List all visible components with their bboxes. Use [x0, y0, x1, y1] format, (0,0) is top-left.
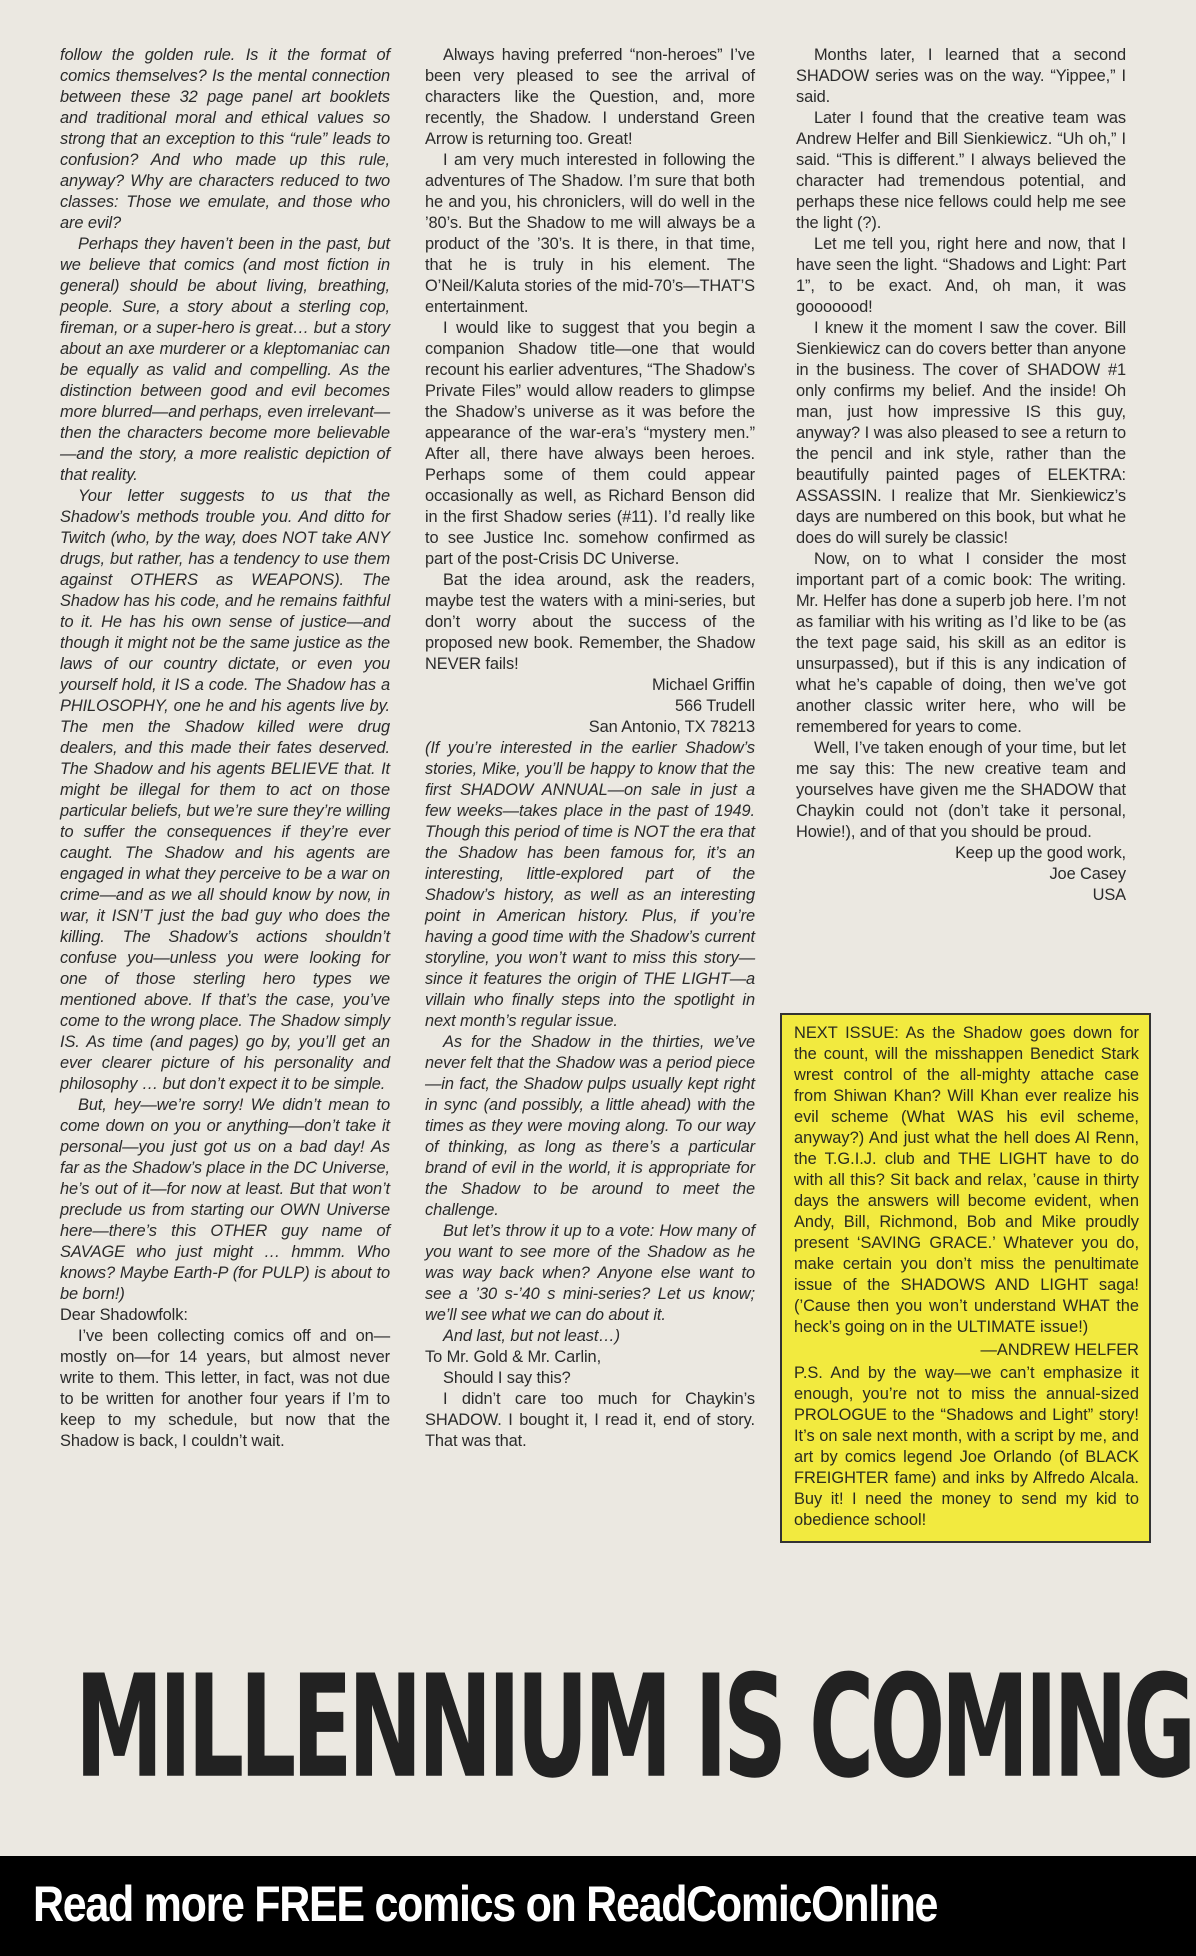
column-1 [60, 45, 390, 1452]
letter-paragraph: Always having preferred “non-heroes” I’ve been very pleased to see the arrival of characters like the Question, and, more recently, the Shadow. I understand Green Arrow is returning too. Great! [425, 46, 755, 148]
letter-salutation: Dear Shadowfolk: [60, 1306, 188, 1324]
letter-signature-address: 566 Trudell [675, 697, 755, 715]
next-issue-box [780, 1013, 1151, 1543]
editor-reply-paragraph: Your letter suggests to us that the Shadow’s methods trouble you. And ditto for Twitch (who, by the way, does NOT take ANY drugs, but rather, has a tendency to use them against OTHERS as WEAPONS). The Shadow has his code, and he remains faithful to it. He has his own sense of justice—and though it might not be the same justice as the laws of our country dictate, or even you yourself hold, it IS a code. The Shadow has a PHILOSOPHY, one he and his agents live by. The men the Shadow killed were drug dealers, and this made their fates deserved. The Shadow and his agents BELIEVE that. It might be illegal for them to act on those particular beliefs, but we’re sure they’re willing to suffer the consequences if they’re ever caught. The Shadow and his agents are engaged in what they perceive to be a war on crime—and as we all should know by now, in war, it ISN’T just the bad guy who does the killing. The Shadow’s actions shouldn’t confuse you—unless you were looking for one of those sterling hero types we mentioned above. If that’s the case, you’ve come to the wrong place. The Shadow simply IS. As time (and pages) go by, you’ll get an ever clearer picture of his personality and philosophy … but don’t expect it to be simple. [60, 487, 390, 1093]
column-2 [425, 45, 755, 1452]
letter-paragraph: Should I say this? [443, 1369, 571, 1387]
letter-paragraph: I knew it the moment I saw the cover. Bill Sienkiewicz can do covers better than anyone in the business. The cover of SHADOW #1 only confirms my belief. And the inside! Oh man, just how impressive IS this guy, anyway? I was also pleased to see a return to the pencil and ink style, rather than the beautifully painted pages of ELEKTRA: ASSASSIN. I realize that Mr. Sienkiewicz’s days are numbered on this book, but what he does do will surely be classic! [796, 319, 1126, 547]
letter-paragraph: Later I found that the creative team was Andrew Helfer and Bill Sienkiewicz. “Uh oh,” I said. “This is different.” I always believed the character had tremendous potential, and perhaps these nice fellows could help me see the light (?). [796, 109, 1126, 232]
letter-signature-name: Joe Casey [1049, 865, 1126, 883]
next-issue-postscript: P.S. And by the way—we can’t emphasize it enough, you’re not to miss the annual-sized PROLOGUE to the “Shadows and Light” story! It’s on sale next month, with a script by me, and art by comics legend Joe Orlando (of BLACK FREIGHTER fame) and inks by Alfredo Alcala. Buy it! I need the money to send my kid to obedience school! [794, 1364, 1139, 1529]
letter-paragraph: Now, on to what I consider the most important part of a comic book: The writing. Mr. Helfer has done a superb job here. I’m not as familiar with his writing as I’d like to be (as the text page said, his skill as an editor is unsurpassed), but if this is any indication of what he’s capable of doing, then we’ve got another classic writer here, who will be remembered for years to come. [796, 550, 1126, 736]
editor-reply-paragraph: As for the Shadow in the thirties, we’ve never felt that the Shadow was a period piece—in fact, the Shadow pulps usually kept right in sync (and possibly, a little ahead) with the times as they were moving along. To our way of thinking, as long as there’s a particular brand of evil in the world, it is appropriate for the Shadow to be around to meet the challenge. [425, 1033, 755, 1219]
editor-reply-paragraph: And last, but not least…) [443, 1327, 620, 1345]
footer-promo-link[interactable]: Read more FREE comics on ReadComicOnline [33, 1876, 938, 1932]
letter-salutation: To Mr. Gold & Mr. Carlin, [425, 1348, 602, 1366]
editor-reply-paragraph: But, hey—we’re sorry! We didn’t mean to come down on you or anything—don’t take it personal—you just got us on a bad day! As far as the Shadow’s place in the DC Universe, he’s out of it—for now at least. But that won’t preclude us from starting our OWN Universe here—there’s this OTHER guy name of SAVAGE who just might … hmmm. Who knows? Maybe Earth-P (for PULP) is about to be born!) [60, 1096, 390, 1303]
letter-paragraph: Well, I’ve taken enough of your time, but let me say this: The new creative team and yourselves have given me the SHADOW that Chaykin could not (don’t take it personal, Howie!), and of that you should be proud. [796, 739, 1126, 841]
next-issue-signature: —ANDREW HELFER [980, 1341, 1139, 1359]
letter-signature-name: Michael Griffin [652, 676, 755, 694]
column-3 [796, 45, 1126, 906]
letter-paragraph: I’ve been collecting comics off and on—mostly on—for 14 years, but almost never write to them. This letter, in fact, was not due to be written for another four years if I’m to keep to my schedule, but now that the Shadow is back, I couldn’t wait. [60, 1327, 390, 1450]
editor-reply-paragraph: Perhaps they haven’t been in the past, but we believe that comics (and most fiction in general) should be about living, breathing, people. Sure, a story about a sterling cop, fireman, or a super-hero is great… but a story about an axe murderer or a kleptomaniac can be equally as valid and compelling. As the distinction between good and evil becomes more blurred—and perhaps, even irrelevant—then the characters become more believable—and the story, a more realistic depiction of that reality. [60, 235, 390, 484]
next-issue-text: NEXT ISSUE: As the Shadow goes down for the count, will the misshappen Benedict Stark wrest control of the all-mighty attache case from Shiwan Khan? Will Khan ever realize his evil scheme (What WAS his evil scheme, anyway?) And just what the hell does Al Renn, the T.G.I.J. club and THE LIGHT have to do with all this? Sit back and relax, ’cause in thirty days the answers will become evident, when Andy, Bill, Richmond, Bob and Mike proudly present ‘SAVING GRACE.’ Whatever you do, make certain you don’t miss the penultimate issue of the SHADOWS AND LIGHT saga! (’Cause then you won’t understand WHAT the heck’s going on in the ULTIMATE issue!) [794, 1024, 1139, 1336]
footer-bar[interactable] [0, 1856, 1196, 1956]
letter-signature-city: San Antonio, TX 78213 [588, 718, 755, 736]
letter-paragraph: Months later, I learned that a second SHADOW series was on the way. “Yippee,” I said. [796, 46, 1126, 106]
letter-paragraph: Let me tell you, right here and now, that I have seen the light. “Shadows and Light: Part 1”, to be exact. And, oh man, it was gooooood! [796, 235, 1126, 316]
millennium-banner: MILLENNIUM IS COMING [75, 1645, 1192, 1810]
letter-paragraph: I didn’t care too much for Chaykin’s SHADOW. I bought it, I read it, end of story. That was that. [425, 1390, 755, 1450]
editor-reply-paragraph: But let’s throw it up to a vote: How many of you want to see more of the Shadow as he was way back when? Anyone else want to see a ’30 s-’40 s mini-series? Let us know; we’ll see what we can do about it. [425, 1222, 755, 1324]
letter-paragraph: I am very much interested in following the adventures of The Shadow. I’m sure that both he and you, his chroniclers, will do well in the ’80’s. But the Shadow to me will always be a product of the ’30’s. It is there, in that time, that he is truly in his element. The O’Neil/Kaluta stories of the mid-70’s—THAT’S entertainment. [425, 151, 755, 316]
letter-paragraph: I would like to suggest that you begin a companion Shadow title—one that would recount his earlier adventures, “The Shadow’s Private Files” would allow readers to glimpse the Shadow’s universe as it was before the appearance of the war-era’s “mystery men.” After all, there have always been heroes. Perhaps some of them could appear occasionally as well, as Richard Benson did in the first Shadow series (#11). I’d really like to see Justice Inc. somehow confirmed as part of the post-Crisis DC Universe. [425, 319, 755, 568]
editor-reply-paragraph: (If you’re interested in the earlier Shadow’s stories, Mike, you’ll be happy to know that the first SHADOW ANNUAL—on sale in just a few weeks—takes place in the past of 1949. Though this period of time is NOT the era that the Shadow has been famous for, it’s an interesting, little-explored part of the Shadow’s history, as well as an interesting point in American history. Plus, if you’re having a good time with the Shadow’s current storyline, you won’t want to miss this story—since it features the origin of THE LIGHT—a villain who finally steps into the spotlight in next month’s regular issue. [425, 739, 755, 1030]
letter-closing: Keep up the good work, [955, 844, 1126, 862]
letter-signature-country: USA [1092, 886, 1126, 904]
editor-reply-paragraph: follow the golden rule. Is it the format of comics themselves? Is the mental connection between these 32 page panel art booklets and traditional moral and ethical values so strong that an exception to this “rule” leads to confusion? And who made up this rule, anyway? Why are characters reduced to two classes: Those we emulate, and those who are evil? [60, 46, 390, 232]
letter-paragraph: Bat the idea around, ask the readers, maybe test the waters with a mini-series, but don’t worry about the success of the proposed new book. Remember, the Shadow NEVER fails! [425, 571, 755, 673]
